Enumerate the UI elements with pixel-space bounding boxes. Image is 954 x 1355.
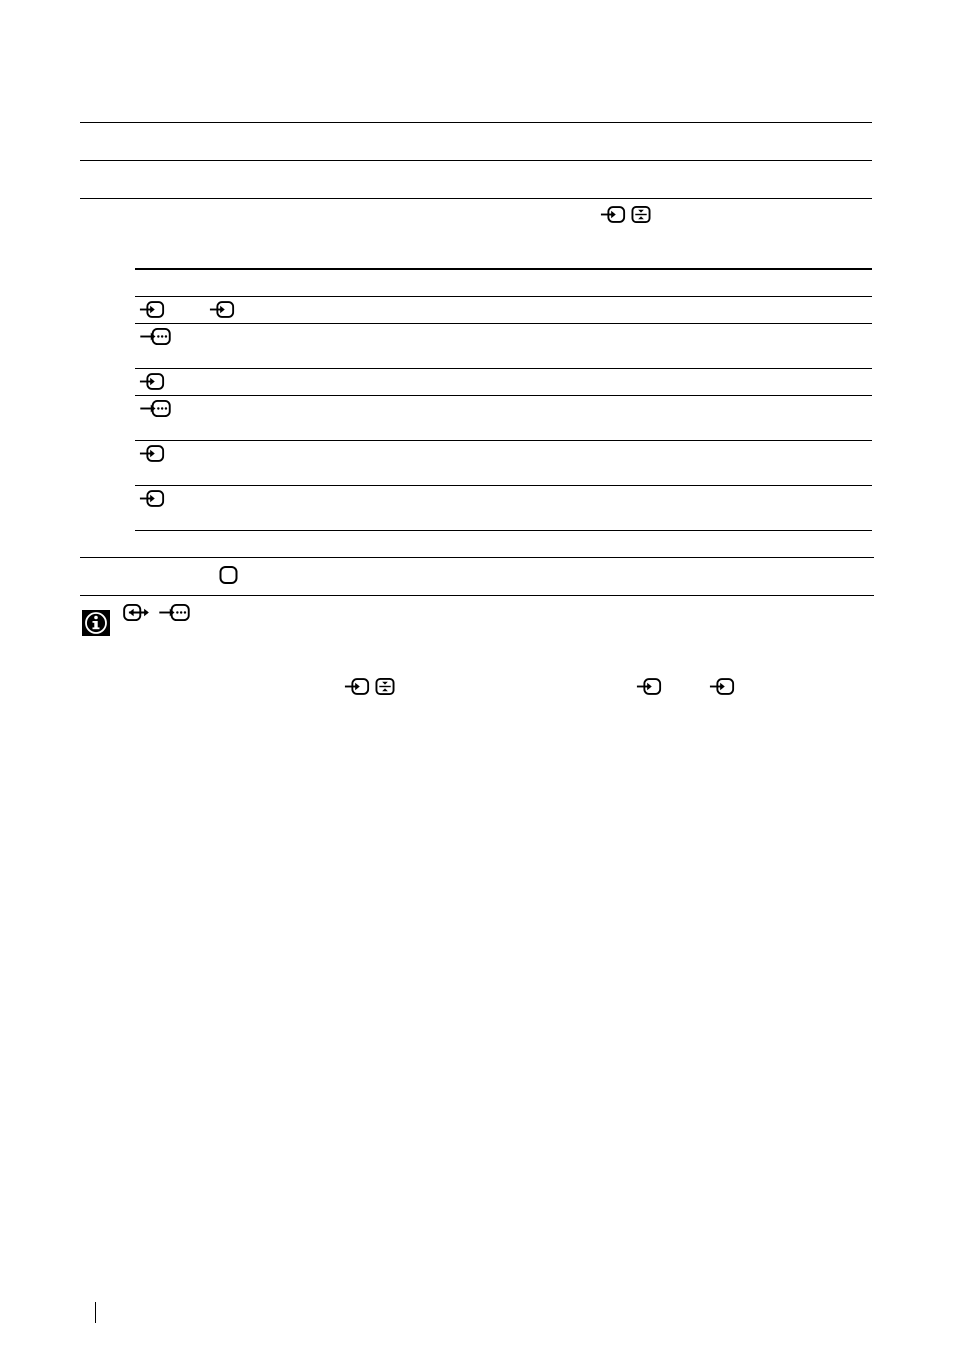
rgb-input-icon xyxy=(139,399,172,418)
input-arrow-icon xyxy=(209,300,235,319)
input-arrow-icon xyxy=(600,205,626,224)
table-header-bottom-rule xyxy=(135,296,872,297)
teletext-icon xyxy=(374,677,396,696)
tv-screen-icon xyxy=(218,565,239,585)
input-arrow-icon xyxy=(139,489,165,508)
page-margin-bar xyxy=(95,1302,96,1323)
input-arrow-icon xyxy=(636,677,662,696)
table-row-rule xyxy=(135,485,872,486)
rgb-input-icon xyxy=(158,603,191,622)
input-arrow-icon xyxy=(139,372,165,391)
rgb-input-icon xyxy=(139,327,172,346)
teletext-icon xyxy=(630,205,652,224)
input-arrow-icon xyxy=(139,300,165,319)
bottom-rule-2 xyxy=(80,595,874,596)
table-bottom-rule xyxy=(135,530,872,531)
table-row-rule xyxy=(135,440,872,441)
input-arrow-icon xyxy=(709,677,735,696)
table-header-rule xyxy=(135,268,872,270)
input-arrow-icon xyxy=(139,444,165,463)
top-rule-2 xyxy=(80,160,872,161)
table-row-rule xyxy=(135,368,872,369)
table-row-rule xyxy=(135,323,872,324)
in-out-arrow-icon xyxy=(121,603,152,622)
information-icon xyxy=(82,610,110,636)
bottom-rule-1 xyxy=(80,557,874,558)
top-rule-3 xyxy=(80,198,872,199)
table-row-rule xyxy=(135,395,872,396)
input-arrow-icon xyxy=(344,677,370,696)
top-rule-1 xyxy=(80,122,872,123)
